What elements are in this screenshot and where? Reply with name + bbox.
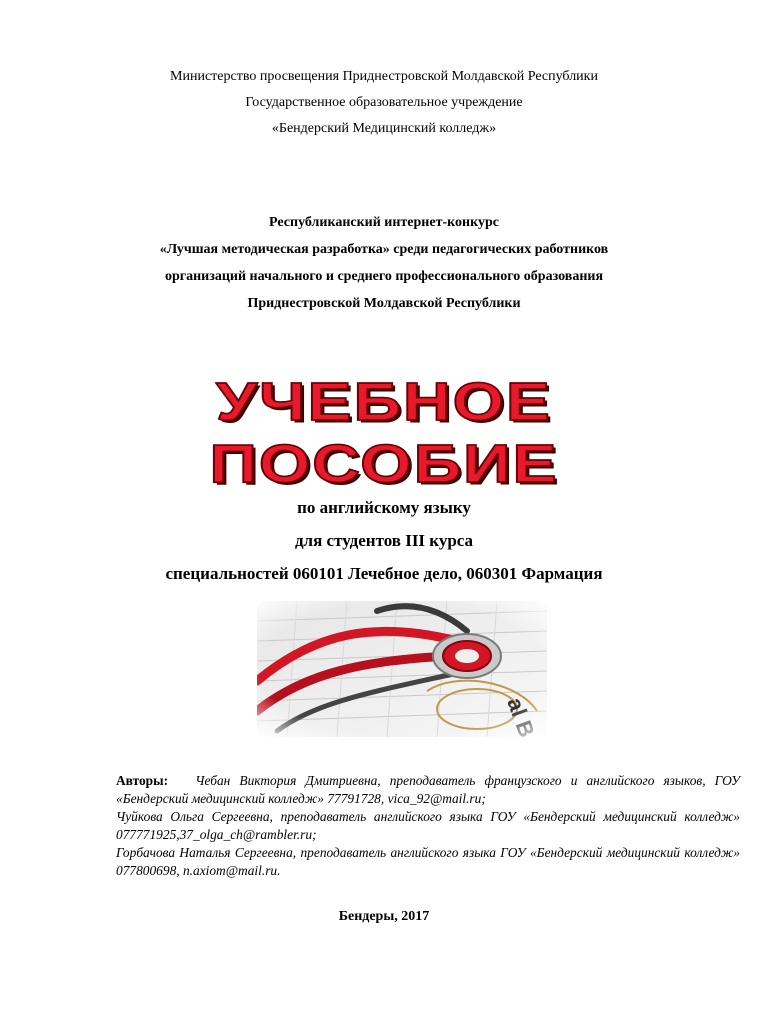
- author-1: Чебан Виктория Дмитриевна, преподаватель французского и английского языков, ГОУ «Бендерский медицинский колледж» 77791728, vica_92@mail.ru;: [116, 773, 740, 806]
- author-3: Горбачова Наталья Сергеевна, преподаватель английского языка ГОУ «Бендерский медицинский колледж» 077800698, n.axiom@mail.ru.: [116, 845, 740, 878]
- contest-line-3: организаций начального и среднего профессионального образования: [164, 269, 604, 284]
- institution-type-line: Государственное образовательное учреждение: [245, 95, 523, 110]
- author-2: Чуйкова Ольга Сергеевна, преподаватель английского языка ГОУ «Бендерский медицинский колледж» 077771925,37_olga_ch@rambler.ru;: [116, 809, 740, 842]
- subtitle-specialties: специальностей 060101 Лечебное дело, 060301 Фармация: [165, 564, 603, 583]
- subtitle-course: для студентов III курса: [294, 531, 474, 550]
- contest-line-1: Республиканский интернет-конкурс: [269, 215, 499, 230]
- authors-block: [116, 772, 740, 880]
- title-line-1: УЧЕБНОЕ: [216, 370, 552, 432]
- authors-label: Авторы:: [116, 773, 169, 788]
- contest-line-2: «Лучшая методическая разработка» среди педагогических работников: [159, 242, 609, 257]
- subtitle-subject: по английскому языку: [297, 498, 471, 517]
- city-year: Бендеры, 2017: [338, 909, 430, 924]
- contest-line-4: Приднестровской Молдавской Республики: [247, 296, 521, 311]
- stethoscope-image: [257, 601, 547, 737]
- title-line-2: ПОСОБИЕ: [209, 432, 559, 494]
- ministry-line: Министерство просвещения Приднестровской Молдавской Республики: [170, 69, 598, 84]
- stethoscope-icon: [257, 601, 547, 737]
- college-line: «Бендерский Медицинский колледж»: [271, 121, 497, 136]
